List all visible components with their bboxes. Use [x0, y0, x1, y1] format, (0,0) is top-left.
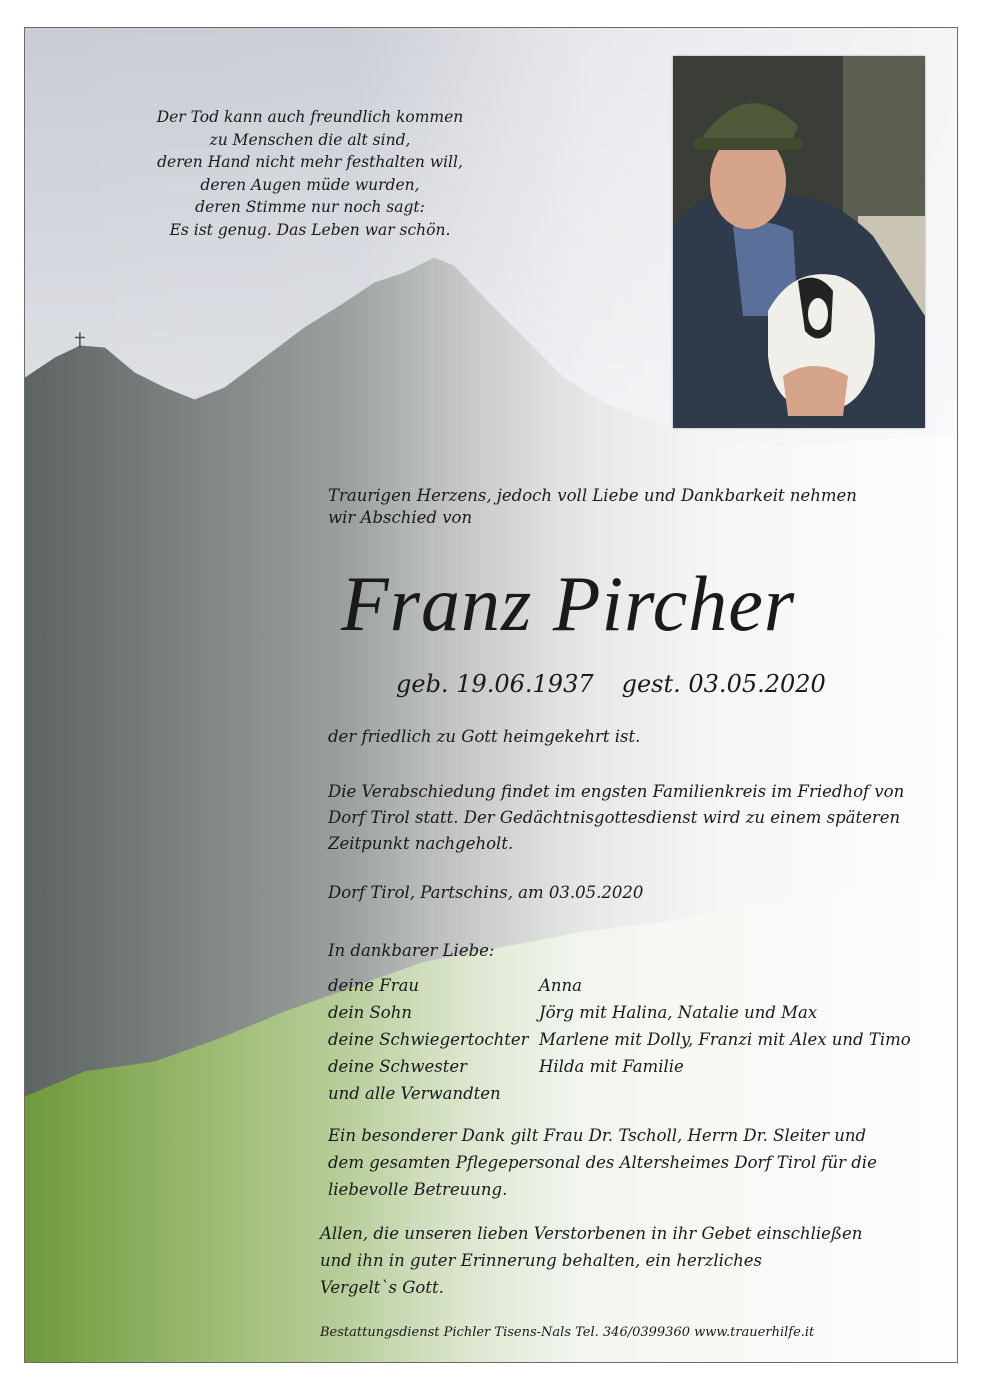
mourner-role: deine Schwester: [328, 1057, 468, 1076]
list-item: [328, 972, 911, 999]
thanks-line: dem gesamten Pflegepersonal des Altersheimes Dorf Tirol für die: [328, 1153, 877, 1172]
footer-contact: Bestattungsdienst Pichler Tisens-Nals Tel. 346/0399360 www.trauerhilfe.it: [320, 1325, 815, 1340]
closing-line: Allen, die unseren lieben Verstorbenen in ihr Gebet einschließen: [320, 1224, 863, 1243]
birth-date: geb. 19.06.1937: [396, 670, 594, 698]
mourner-names: Jörg mit Halina, Natalie und Max: [539, 1003, 818, 1022]
life-dates: [396, 668, 826, 700]
mourners-list: [328, 972, 911, 1107]
mourner-role: deine Schwiegertochter: [328, 1030, 529, 1049]
ceremony-line: Dorf Tirol statt. Der Gedächtnisgottesdienst wird zu einem späteren: [328, 808, 901, 827]
place-date: Dorf Tirol, Partschins, am 03.05.2020: [328, 883, 644, 902]
ceremony-text: [328, 779, 958, 857]
closing-text: [320, 1220, 940, 1301]
thanks-line: Ein besonderer Dank gilt Frau Dr. Tscholl, Herrn Dr. Sleiter und: [328, 1126, 867, 1145]
mourners-heading: In dankbarer Liebe:: [328, 941, 495, 960]
poem-line: Es ist genug. Das Leben war schön.: [169, 220, 451, 239]
poem-line: deren Hand nicht mehr festhalten will,: [157, 153, 463, 172]
list-item: [328, 1053, 911, 1080]
thanks-line: liebevolle Betreuung.: [328, 1180, 508, 1199]
mourner-role: deine Frau: [328, 976, 420, 995]
passed-line: der friedlich zu Gott heimgekehrt ist.: [328, 727, 641, 746]
poem-line: deren Augen müde wurden,: [200, 175, 420, 194]
deceased-name: Franz Pircher: [341, 560, 796, 647]
intro-line: wir Abschied von: [328, 508, 473, 527]
closing-line: Vergelt`s Gott.: [320, 1278, 444, 1297]
list-item: [328, 1026, 911, 1053]
list-item: [328, 999, 911, 1026]
mourner-role: dein Sohn: [328, 1003, 412, 1022]
list-item: [328, 1080, 911, 1107]
closing-line: und ihn in guter Erinnerung behalten, ein herzliches: [320, 1251, 762, 1270]
thanks-text: [328, 1122, 948, 1203]
portrait-photo: [673, 56, 925, 428]
obituary-card: [24, 27, 958, 1363]
poem-line: deren Stimme nur noch sagt:: [195, 198, 425, 217]
mourner-names: Hilda mit Familie: [539, 1057, 684, 1076]
ceremony-line: Die Verabschiedung findet im engsten Familienkreis im Friedhof von: [328, 782, 905, 801]
poem-line: Der Tod kann auch freundlich kommen: [156, 108, 464, 126]
intro-text: [328, 485, 928, 529]
death-date: gest. 03.05.2020: [621, 670, 826, 698]
mourner-role: und alle Verwandten: [328, 1084, 501, 1103]
intro-line: Traurigen Herzens, jedoch voll Liebe und Dankbarkeit nehmen: [328, 486, 857, 505]
poem: [95, 106, 525, 242]
mourner-names: Marlene mit Dolly, Franzi mit Alex und Timo: [539, 1030, 911, 1049]
ceremony-line: Zeitpunkt nachgeholt.: [328, 834, 514, 853]
mourner-names: Anna: [539, 976, 583, 995]
poem-line: zu Menschen die alt sind,: [209, 130, 411, 149]
